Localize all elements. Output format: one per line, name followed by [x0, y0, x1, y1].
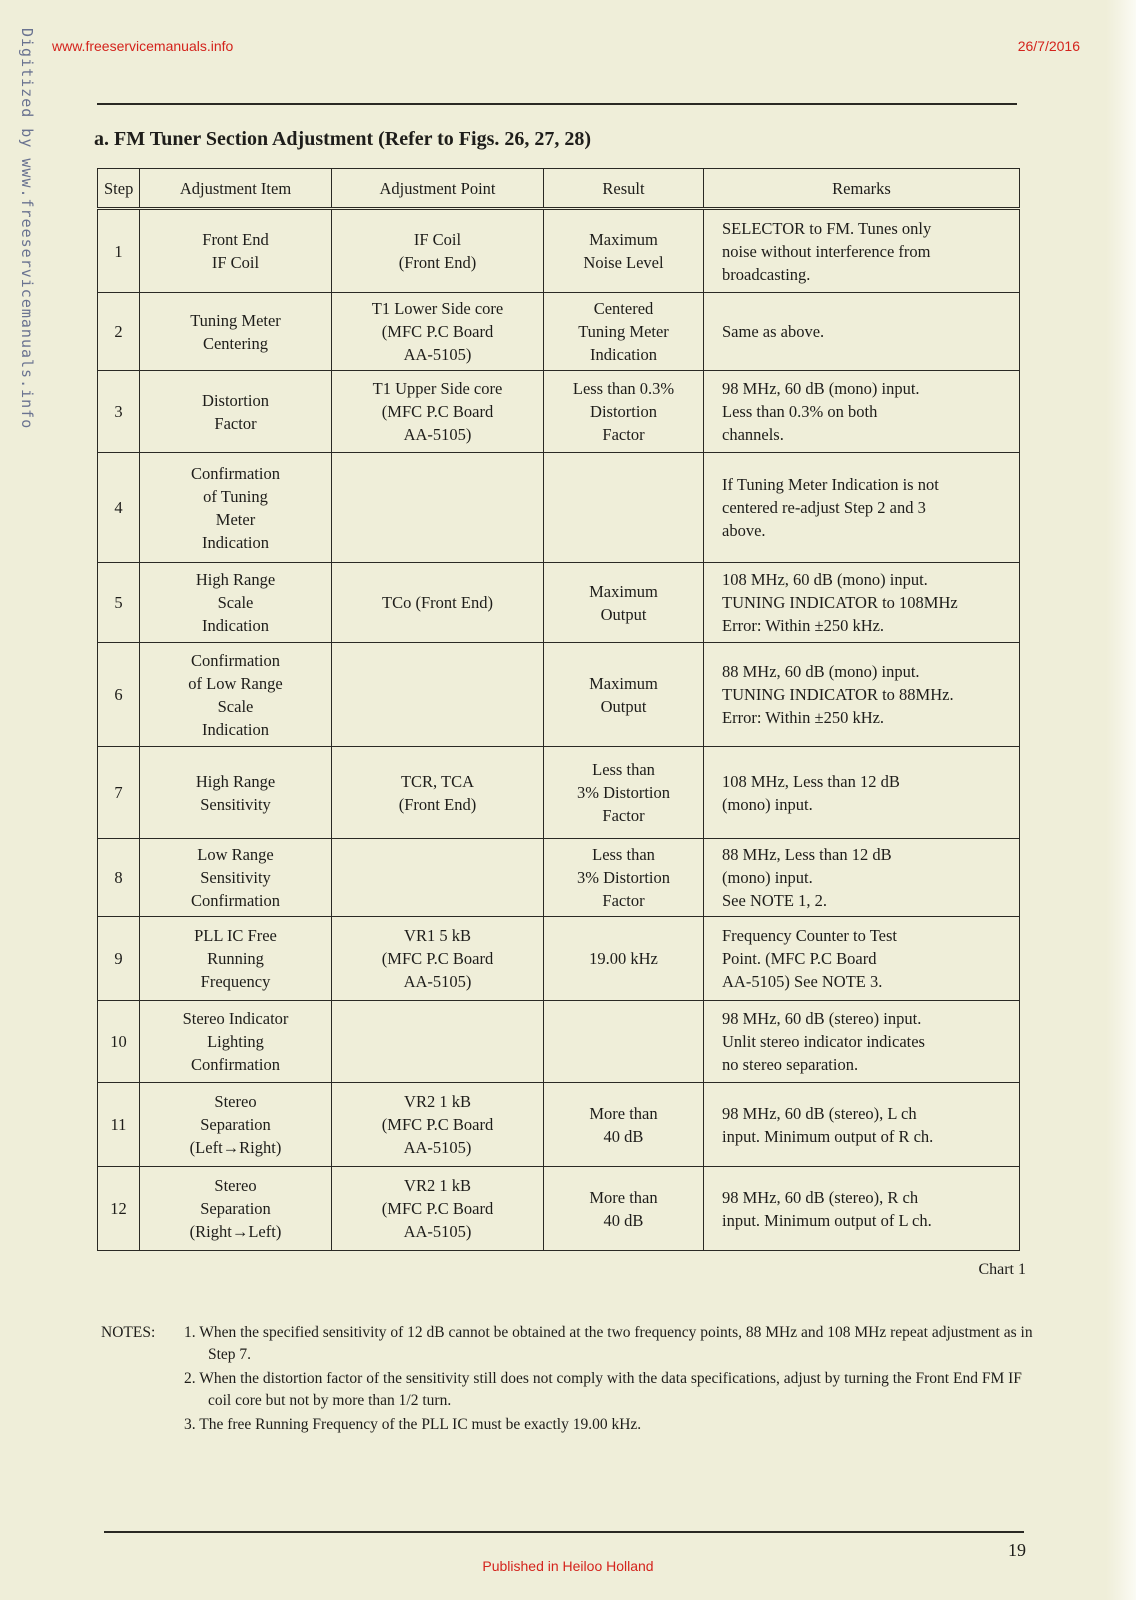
top-rule [97, 103, 1017, 105]
cell-remarks [704, 917, 1020, 1001]
cell-item-line: Sensitivity [200, 868, 271, 887]
cell-step: 5 [98, 563, 140, 643]
cell-remarks-line: (mono) input. [722, 794, 813, 814]
column-header-remarks: Remarks [704, 169, 1020, 209]
cell-remarks-line: 98 MHz, 60 dB (stereo) input. [722, 1009, 922, 1028]
cell-point-line: VR1 5 kB [404, 926, 471, 945]
cell-remarks-line: Same as above. [722, 322, 825, 341]
cell-item-line: of Tuning [203, 486, 268, 506]
cell-item-line: Stereo Indicator [182, 1009, 289, 1028]
chart-label: Chart 1 [978, 1261, 1026, 1278]
column-header-step: Step [98, 169, 140, 209]
column-header-item: Adjustment Item [140, 169, 332, 209]
cell-remarks-line: Error: Within ±250 kHz. [722, 708, 885, 727]
table-row [98, 209, 1020, 293]
cell-remarks [704, 1083, 1020, 1167]
cell-item [140, 209, 332, 293]
cell-remarks-line: channels. [722, 425, 784, 444]
cell-item-line: Indication [202, 532, 269, 552]
cell-remarks [704, 209, 1020, 293]
cell-item [140, 643, 332, 747]
cell-remarks-line: SELECTOR to FM. Tunes only [722, 218, 932, 238]
cell-item [140, 453, 332, 563]
cell-result-line: 19.00 kHz [589, 949, 658, 968]
cell-point-line: (Front End) [398, 794, 477, 814]
cell-remarks-line: 108 MHz, 60 dB (mono) input. [722, 570, 928, 589]
cell-result-line: 3% Distortion [576, 783, 671, 802]
cell-result-line: Less than 0.3% [572, 379, 675, 398]
cell-remarks [704, 643, 1020, 747]
cell-item-line: Confirmation [191, 463, 280, 483]
page-number: 19 [1008, 1540, 1026, 1560]
cell-result [544, 1083, 704, 1167]
cell-point [332, 453, 544, 563]
cell-point-line: AA-5105) [403, 425, 472, 444]
cell-item-line: Running [207, 949, 264, 968]
cell-point-line: (MFC P.C Board [381, 402, 494, 421]
cell-result-line: Output [600, 604, 647, 624]
cell-step: 3 [98, 371, 140, 453]
cell-result-line: Output [600, 696, 647, 716]
table-row [98, 371, 1020, 453]
cell-remarks-line: Point. (MFC P.C Board [722, 949, 877, 968]
cell-remarks-line: input. Minimum output of L ch. [722, 1210, 932, 1230]
cell-result-line: Centered [593, 299, 654, 318]
cell-remarks-line: TUNING INDICATOR to 108MHz [722, 593, 958, 612]
cell-result [544, 563, 704, 643]
cell-item-line: Sensitivity [200, 794, 271, 814]
cell-item-line: Distortion [202, 390, 269, 410]
cell-point-line: AA-5105) [403, 972, 472, 991]
cell-item-line: of Low Range [188, 673, 283, 693]
cell-item-line: (Left→Right) [189, 1138, 282, 1157]
table-row [98, 747, 1020, 839]
cell-point-line: T1 Lower Side core [371, 299, 504, 318]
cell-result [544, 453, 704, 563]
cell-point-line: VR2 1 kB [404, 1176, 471, 1195]
cell-remarks-line: Error: Within ±250 kHz. [722, 616, 885, 635]
cell-remarks-line: 98 MHz, 60 dB (mono) input. [722, 379, 920, 398]
cell-remarks-line: TUNING INDICATOR to 88MHz. [722, 685, 954, 704]
footer-publisher: Published in Heiloo Holland [482, 1558, 654, 1574]
cell-remarks-line: input. Minimum output of R ch. [722, 1126, 934, 1146]
cell-result-line: Maximum [589, 230, 658, 249]
table-row [98, 563, 1020, 643]
cell-point-line: T1 Upper Side core [372, 379, 503, 398]
cell-remarks-line: Less than 0.3% on both [722, 402, 878, 421]
cell-item-line: Factor [214, 413, 257, 433]
cell-result-line: Tuning Meter [578, 322, 669, 341]
cell-item-line: Meter [215, 509, 256, 529]
column-header-point: Adjustment Point [332, 169, 544, 209]
cell-result-line: Less than [592, 845, 655, 864]
cell-result-line: Factor [602, 425, 645, 444]
table-row [98, 917, 1020, 1001]
column-header-result: Result [544, 169, 704, 209]
cell-point-line: AA-5105) [403, 1222, 472, 1241]
cell-item-line: Scale [217, 593, 254, 612]
page-edge [1106, 0, 1136, 1600]
cell-point-line: AA-5105) [403, 1138, 472, 1157]
cell-result [544, 1001, 704, 1083]
cell-point-line: (MFC P.C Board [381, 1199, 494, 1218]
section-title: a. FM Tuner Section Adjustment (Refer to Figs. 26, 27, 28) [94, 128, 592, 150]
cell-point [332, 1167, 544, 1251]
header-date: 26/7/2016 [1017, 38, 1080, 54]
cell-result-line: 40 dB [603, 1126, 644, 1146]
cell-point-line: IF Coil [413, 230, 462, 249]
cell-item-line: Front End [202, 230, 269, 249]
cell-item-line: High Range [195, 570, 276, 589]
cell-item-line: (Right→Left) [189, 1222, 282, 1241]
cell-remarks-line: centered re-adjust Step 2 and 3 [722, 498, 926, 517]
cell-result-line: 3% Distortion [576, 868, 671, 887]
adjustment-table [97, 168, 1020, 1251]
side-watermark: Digitized by www.freeservicemanuals.info [18, 28, 36, 430]
table-body [98, 209, 1020, 1251]
cell-item-line: Tuning Meter [190, 310, 281, 330]
cell-point-line: VR2 1 kB [404, 1092, 471, 1111]
cell-result-line: Maximum [589, 581, 658, 601]
cell-step: 10 [98, 1001, 140, 1083]
cell-result-line: Maximum [589, 673, 658, 693]
cell-result-line: Less than [592, 760, 655, 779]
cell-remarks-line: above. [722, 521, 766, 540]
bottom-rule [104, 1531, 1024, 1533]
cell-item-line: Frequency [200, 972, 271, 991]
cell-item-line: Separation [200, 1115, 271, 1134]
header-site-link[interactable]: www.freeservicemanuals.info [52, 38, 234, 54]
cell-result [544, 293, 704, 371]
cell-remarks-line: 88 MHz, Less than 12 dB [722, 845, 892, 864]
cell-item [140, 1001, 332, 1083]
cell-item-line: Stereo [214, 1176, 257, 1195]
cell-item-line: Low Range [197, 845, 274, 864]
note-1: 1. When the specified sensitivity of 12 dB cannot be obtained at the two frequency points, 88 MHz and 108 MHz repeat adjustment as in Step 7. [184, 1324, 1033, 1363]
cell-remarks [704, 293, 1020, 371]
cell-item-line: Confirmation [191, 650, 280, 670]
cell-item-line: Indication [202, 616, 269, 635]
cell-remarks-line: See NOTE 1, 2. [722, 891, 827, 910]
cell-step: 2 [98, 293, 140, 371]
cell-step: 8 [98, 839, 140, 917]
cell-item [140, 917, 332, 1001]
cell-item-line: Centering [202, 333, 269, 353]
cell-result [544, 917, 704, 1001]
cell-result-line: Indication [590, 345, 657, 364]
cell-point [332, 917, 544, 1001]
cell-result [544, 1167, 704, 1251]
cell-remarks [704, 453, 1020, 563]
cell-remarks-line: Frequency Counter to Test [722, 926, 897, 945]
table-row [98, 453, 1020, 563]
cell-point [332, 563, 544, 643]
cell-point-line: (Front End) [398, 253, 477, 272]
cell-remarks-line: If Tuning Meter Indication is not [722, 475, 939, 494]
cell-remarks [704, 563, 1020, 643]
cell-item-line: Stereo [214, 1092, 257, 1111]
cell-point [332, 747, 544, 839]
cell-result-line: Noise Level [583, 253, 664, 272]
cell-remarks [704, 1001, 1020, 1083]
cell-remarks-line: 108 MHz, Less than 12 dB [722, 771, 900, 791]
cell-point-line: (MFC P.C Board [381, 949, 494, 968]
cell-remarks [704, 1167, 1020, 1251]
notes-heading: NOTES: [101, 1324, 156, 1341]
cell-step: 7 [98, 747, 140, 839]
cell-point [332, 371, 544, 453]
cell-point-line: AA-5105) [403, 345, 472, 364]
cell-point-line: TCR, TCA [400, 771, 475, 791]
cell-item-line: Confirmation [191, 1055, 280, 1074]
table-row [98, 1083, 1020, 1167]
table-row [98, 1167, 1020, 1251]
cell-remarks-line: 98 MHz, 60 dB (stereo), R ch [722, 1187, 919, 1207]
cell-step: 1 [98, 209, 140, 293]
cell-result-line: Factor [602, 806, 645, 825]
cell-item-line: PLL IC Free [194, 926, 277, 945]
cell-step: 6 [98, 643, 140, 747]
cell-result [544, 747, 704, 839]
cell-step: 9 [98, 917, 140, 1001]
table-row [98, 839, 1020, 917]
cell-result-line: Factor [602, 891, 645, 910]
cell-item [140, 293, 332, 371]
cell-point [332, 209, 544, 293]
cell-item [140, 371, 332, 453]
cell-remarks-line: AA-5105) See NOTE 3. [722, 972, 883, 991]
cell-step: 11 [98, 1083, 140, 1167]
cell-item [140, 839, 332, 917]
cell-point-line: (MFC P.C Board [381, 1115, 494, 1134]
cell-item-line: High Range [195, 771, 276, 791]
cell-result-line: More than [589, 1187, 658, 1207]
cell-result [544, 209, 704, 293]
cell-remarks-line: broadcasting. [722, 264, 811, 284]
cell-point-line: (MFC P.C Board [381, 322, 494, 341]
cell-remarks-line: no stereo separation. [722, 1055, 859, 1074]
cell-point [332, 643, 544, 747]
cell-item [140, 563, 332, 643]
cell-point-line: TCo (Front End) [382, 593, 493, 612]
cell-item-line: Confirmation [191, 891, 280, 910]
cell-remarks [704, 839, 1020, 917]
cell-remarks-line: (mono) input. [722, 868, 813, 887]
cell-result-line: More than [589, 1103, 658, 1123]
cell-item-line: IF Coil [211, 253, 260, 272]
cell-item [140, 1083, 332, 1167]
cell-point [332, 1083, 544, 1167]
note-2: 2. When the distortion factor of the sensitivity still does not comply with the data specifications, adjust by turning the Front End FM IF coil core but not by more than 1/2 turn. [184, 1370, 1022, 1409]
cell-step: 4 [98, 453, 140, 563]
cell-point [332, 1001, 544, 1083]
cell-remarks-line: noise without interference from [722, 241, 931, 261]
cell-item-line: Scale [217, 696, 254, 716]
cell-item [140, 1167, 332, 1251]
cell-item-line: Lighting [207, 1032, 264, 1051]
cell-remarks-line: 88 MHz, 60 dB (mono) input. [722, 662, 920, 681]
cell-point [332, 839, 544, 917]
cell-item-line: Separation [200, 1199, 271, 1218]
note-3: 3. The free Running Frequency of the PLL IC must be exactly 19.00 kHz. [184, 1416, 642, 1433]
cell-remarks-line: Unlit stereo indicator indicates [722, 1032, 925, 1051]
cell-remarks-line: 98 MHz, 60 dB (stereo), L ch [722, 1103, 917, 1123]
cell-result [544, 371, 704, 453]
cell-item [140, 747, 332, 839]
table-header-row [98, 169, 1020, 209]
cell-point [332, 293, 544, 371]
cell-item-line: Indication [202, 719, 269, 739]
cell-remarks [704, 371, 1020, 453]
cell-result [544, 643, 704, 747]
table-row [98, 293, 1020, 371]
table-row [98, 643, 1020, 747]
cell-result-line: Distortion [590, 402, 657, 421]
cell-step: 12 [98, 1167, 140, 1251]
table-row [98, 1001, 1020, 1083]
cell-remarks [704, 747, 1020, 839]
cell-result-line: 40 dB [603, 1210, 644, 1230]
cell-result [544, 839, 704, 917]
